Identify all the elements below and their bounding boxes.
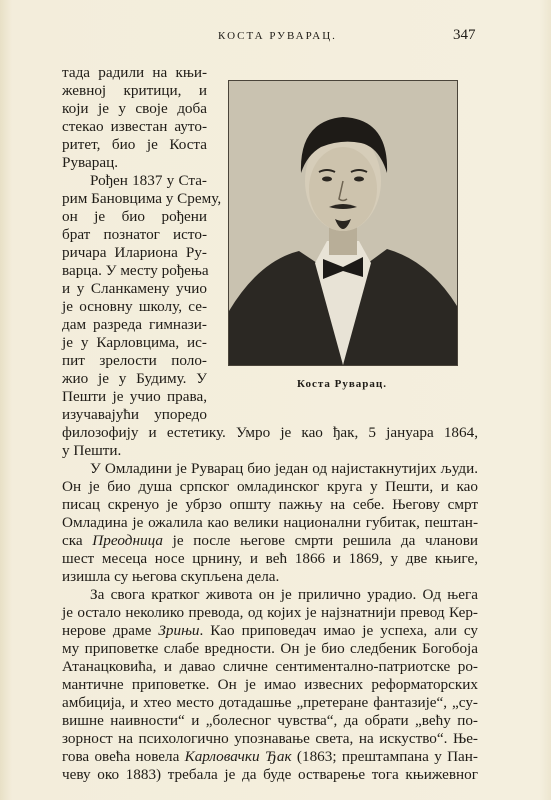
text-line: стекао известан ауто- [62,118,207,135]
text-line [62,622,478,640]
text-line: варца. У месту рођења [62,262,209,279]
text-line: амбиција, и хтео место дотадашње „претеране фантазије“, „су- [62,694,478,711]
text-line: дам разреда гимнази- [62,316,207,333]
text-fragment: је после његове смрти решила да чланови [162,532,478,549]
text-line: је остало неколико превода, од којих је најзнатнији превод Кер- [62,604,478,621]
text-line: пит зрелости поло- [62,352,207,369]
text-line: Атанацковића, и давао сличне сентиментално-патриотске ро- [62,658,478,675]
text-line: филозофију и естетику. Умро је као ђак, 5 јануара 1864, [62,424,478,441]
text-line: жевној критици, и [62,82,207,99]
text-line: му приповетке слабе вредности. Он је био следбеник Богобоја [62,640,478,657]
text-line: писац скренуо је убрзо општу пажњу на себе. Његову смрт [62,496,478,513]
text-line: Руварац. [62,154,119,171]
text-line: зорност на психологично упознавање света, на искуство“. Ње- [62,730,478,747]
text-line: је у Карловцима, ис- [62,334,207,351]
page-number: 347 [453,27,476,43]
text-fragment: гова овећа новела [62,748,185,765]
text-line: чеву око 1883) требала је да буде остварење тога књижевног [62,766,478,783]
text-line: ричара Илариона Ру- [62,244,207,261]
text-line: у Пешти. [62,442,122,459]
text-line: ритет, био је Коста [62,136,207,153]
text-fragment: . Као приповедач имао је успеха, али су [199,622,478,639]
text-line: Пешти је учио права, [62,388,207,405]
text-line: Омладина је ожалила као велики национални губитак, пештан- [62,514,478,531]
text-line: који је у своје доба [62,100,207,117]
text-line: он је био рођени [62,208,207,225]
text-line: мантичне приповетке. Он је имао извесних реформаторских [62,676,478,693]
drama-title: Зрињи [158,622,200,639]
newspaper-title: Преодница [92,532,163,549]
text-line: вишне наивности“ и „болесног чувства“, да обрати „већу по- [62,712,478,729]
text-line: Он је био душа српског омладинског круга у Пешти, и као [62,478,478,495]
text-line: жио је у Будиму. У [62,370,207,387]
text-fragment: нерове драме [62,622,159,639]
text-line: Рођен 1837 у Ста- [90,172,207,189]
text-line: шест месеца носе црнину, и већ 1866 и 1869, у две књиге, [62,550,478,567]
text-line [62,748,478,766]
text-line: и у Сланкамену учио [62,280,207,297]
text-line: За свога кратког живота он је прилично урадио. Од њега [90,586,478,603]
text-line: рим Бановцима у Срему, [62,190,222,207]
text-fragment: (1863; прештампана у Пан- [291,748,478,765]
text-line: изучавајући упоредо [62,406,207,423]
text-line: је основну школу, се- [62,298,207,315]
text-line [62,532,478,550]
text-fragment: ска [62,532,93,549]
novella-title: Карловачки Ђак [184,748,292,765]
portrait-caption: Коста Руварац. [297,378,387,390]
page-header [0,27,551,50]
text-line: У Омладини је Руварац био један од најистакнутијих људи. [90,460,478,477]
portrait-image [228,80,458,366]
running-title: КОСТА РУВАРАЦ. [218,30,337,42]
text-line: изишла су његова скупљена дела. [62,568,280,585]
text-line: брат познатог исто- [62,226,207,243]
text-line: тада радили на књи- [62,64,207,81]
